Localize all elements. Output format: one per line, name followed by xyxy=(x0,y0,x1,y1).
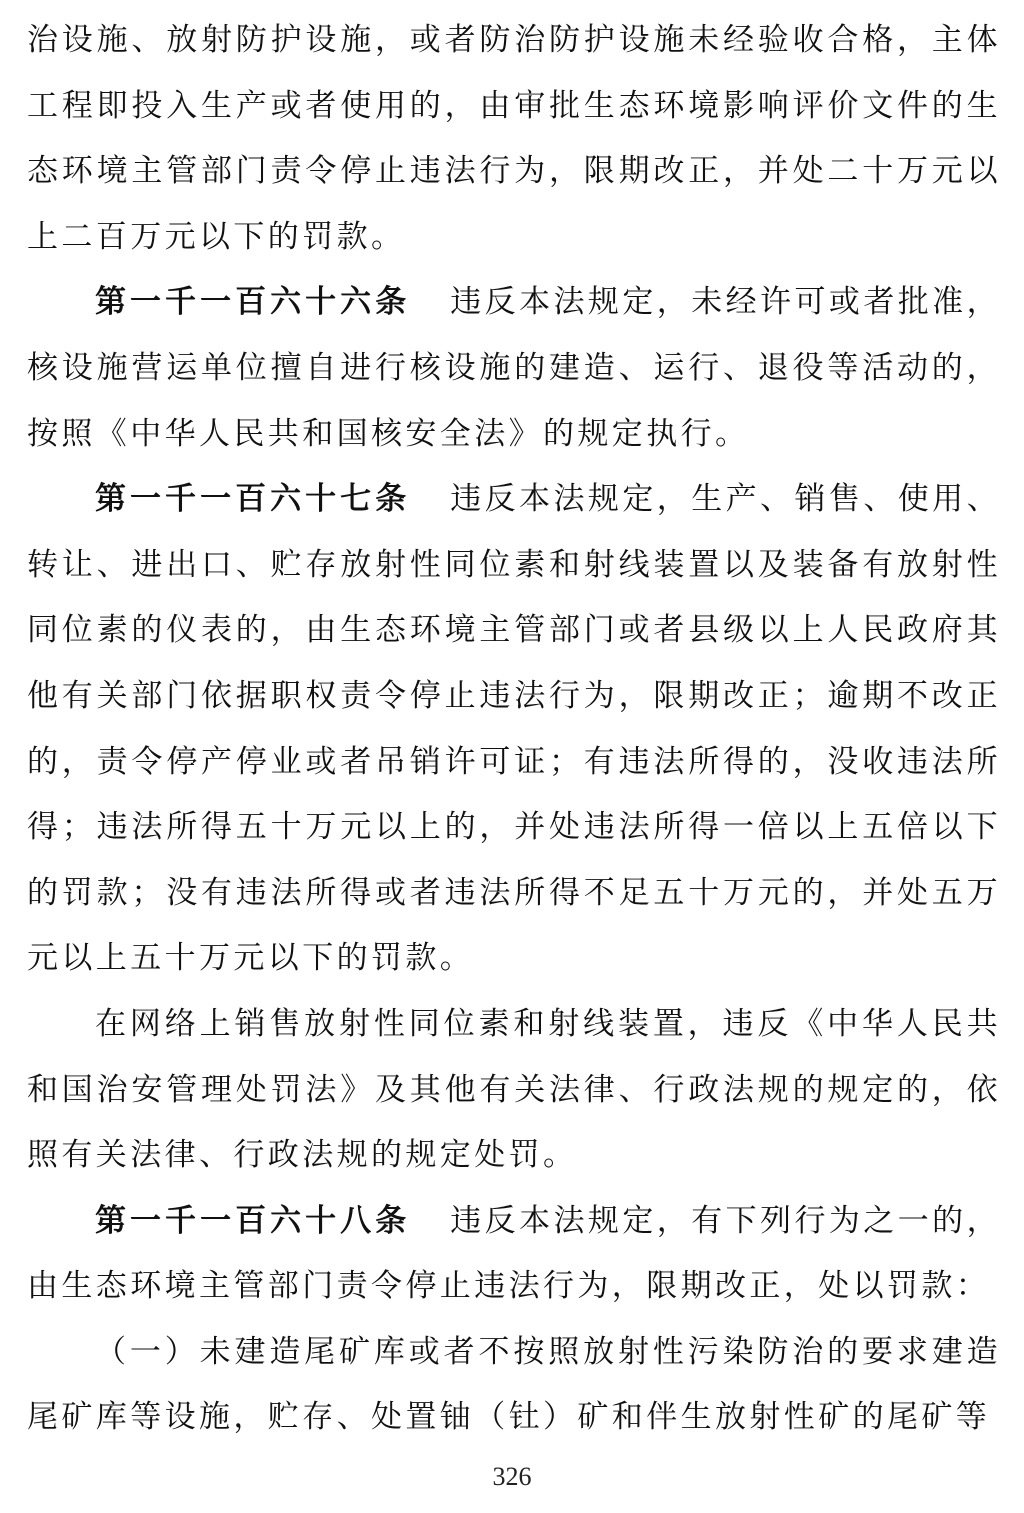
document-body xyxy=(27,8,1001,1451)
paragraph-text: 在网络上销售放射性同位素和射线装置，违反《中华人民共和国治安管理处罚法》及其他有关法律、行政法规的规定的，依照有关法律、行政法规的规定处罚。 xyxy=(27,1005,1001,1174)
article-1166 xyxy=(27,270,1001,467)
list-item-1 xyxy=(27,1320,1001,1451)
article-number: 第一千一百六十八条 xyxy=(95,1202,411,1239)
paragraph-text: 违反本法规定，未经许可或者批准，核设施营运单位擅自进行核设施的建造、运行、退役等活动的，按照《中华人民共和国核安全法》的规定执行。 xyxy=(27,284,1001,452)
article-number: 第一千一百六十六条 xyxy=(95,284,411,321)
paragraph-online-sales xyxy=(27,992,1001,1189)
paragraph-text: 违反本法规定，生产、销售、使用、转让、进出口、贮存放射性同位素和射线装置以及装备有放射性同位素的仪表的，由生态环境主管部门或者县级以上人民政府其他有关部门依据职权责令停止违法行为，限期改正；逾期不改正的，责令停产停业或者吊销许可证；有违法所得的，没收违法所得；违法所得五十万元以上的，并处违法所得一倍以上五倍以下的罚款；没有违法所得或者违法所得不足五十万元的，并处五万元以上五十万元以下的罚款。 xyxy=(27,481,1001,977)
article-number: 第一千一百六十七条 xyxy=(95,481,411,518)
page-number: 326 xyxy=(492,1462,532,1491)
paragraph-continuation xyxy=(27,8,1001,270)
article-1167 xyxy=(27,467,1001,992)
article-1168 xyxy=(27,1189,1001,1320)
paragraph-text: 违反本法规定，有下列行为之一的，由生态环境主管部门责令停止违法行为，限期改正，处以罚款： xyxy=(27,1202,1001,1305)
paragraph-text: 治设施、放射防护设施，或者防治防护设施未经验收合格，主体工程即投入生产或者使用的，由审批生态环境影响评价文件的生态环境主管部门责令停止违法行为，限期改正，并处二十万元以上二百万元以下的罚款。 xyxy=(27,22,1001,255)
paragraph-text: （一）未建造尾矿库或者不按照放射性污染防治的要求建造尾矿库等设施，贮存、处置铀（钍）矿和伴生放射性矿的尾矿等 xyxy=(27,1333,1001,1436)
